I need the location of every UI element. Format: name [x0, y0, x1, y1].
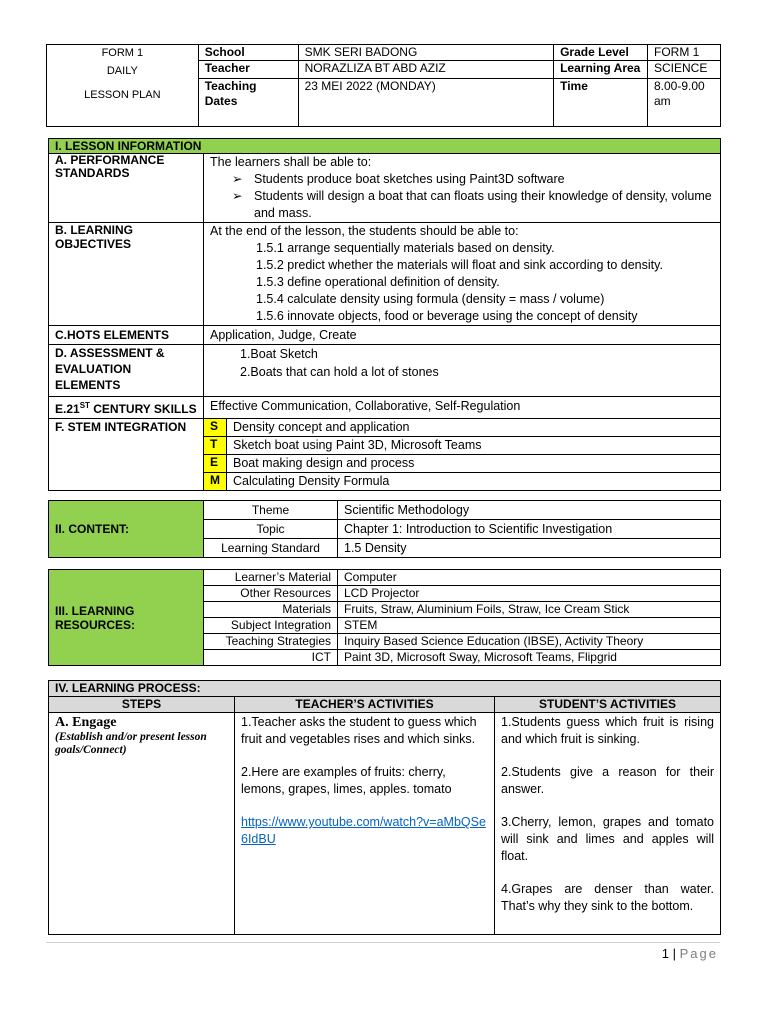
perf-item: ➢ Students will design a boat that can floats using their knowledge of density, volume and mass.: [232, 189, 712, 220]
grade-value: FORM 1: [648, 45, 721, 61]
content-label: Learning Standard: [204, 539, 338, 558]
century-skills-value: Effective Communication, Collaborative, Self-Regulation: [204, 397, 721, 419]
header-table: [46, 44, 721, 127]
daily-label: DAILY: [106, 65, 138, 77]
area-value: SCIENCE: [648, 61, 721, 79]
objectives-intro: At the end of the lesson, the students should be able to:: [210, 224, 519, 238]
stem-letter-e: E: [204, 455, 227, 473]
content-value: Chapter 1: Introduction to Scientific Investigation: [338, 520, 721, 539]
century-skills-label: E.21ST CENTURY SKILLS: [49, 397, 204, 419]
learning-objectives-label: B. LEARNING OBJECTIVES: [49, 223, 204, 326]
lesson-info-table: [48, 138, 721, 491]
resource-label: Teaching Strategies: [204, 634, 338, 650]
assessment-content: [204, 345, 721, 397]
student-activity: 1.Students guess which fruit is rising and which fruit is sinking.: [501, 715, 714, 746]
arrow-bullet-icon: ➢: [232, 189, 243, 203]
arrow-bullet-icon: ➢: [232, 172, 243, 186]
form-title-cell: [47, 45, 199, 127]
stem-text: Calculating Density Formula: [227, 473, 721, 491]
objective-item: 1.5.2 predict whether the materials will float and sink according to density.: [256, 258, 663, 272]
step-subtitle: (Establish and/or present lesson goals/Connect): [55, 731, 207, 756]
perf-item: ➢ Students produce boat sketches using Paint3D software: [232, 172, 565, 186]
resource-value: Paint 3D, Microsoft Sway, Microsoft Teams, Flipgrid: [338, 650, 721, 666]
col-steps-header: STEPS: [49, 697, 235, 713]
resource-label: Subject Integration: [204, 618, 338, 634]
content-label: Topic: [204, 520, 338, 539]
resources-table: [48, 569, 721, 666]
resource-label: Materials: [204, 602, 338, 618]
student-activity: 3.Cherry, lemon, grapes and tomato will sink and limes and apples will float.: [501, 815, 714, 863]
stem-text: Sketch boat using Paint 3D, Microsoft Teams: [227, 437, 721, 455]
school-value: SMK SERI BADONG: [298, 45, 553, 61]
resource-value: Inquiry Based Science Education (IBSE), Activity Theory: [338, 634, 721, 650]
assessment-item: 1.Boat Sketch: [240, 347, 318, 361]
perf-intro: The learners shall be able to:: [210, 155, 372, 169]
col-student-header: STUDENT’S ACTIVITIES: [495, 697, 721, 713]
objective-item: 1.5.1 arrange sequentially materials based on density.: [256, 241, 555, 255]
resource-value: STEM: [338, 618, 721, 634]
area-label: Learning Area: [554, 61, 648, 79]
hots-label: C.HOTS ELEMENTS: [49, 326, 204, 345]
content-value: 1.5 Density: [338, 539, 721, 558]
resource-value: Fruits, Straw, Aluminium Foils, Straw, Ice Cream Stick: [338, 602, 721, 618]
student-activity: 2.Students give a reason for their answer.: [501, 765, 714, 796]
page-word: Page: [679, 946, 718, 961]
section-title-lesson-info: I. LESSON INFORMATION: [49, 139, 721, 154]
step-cell: [49, 713, 235, 935]
content-label: Theme: [204, 501, 338, 520]
teacher-label: Teacher: [198, 61, 298, 79]
perf-standards-content: [204, 154, 721, 223]
hots-value: Application, Judge, Create: [204, 326, 721, 345]
objective-item: 1.5.3 define operational definition of density.: [256, 275, 500, 289]
col-teacher-header: TEACHER’S ACTIVITIES: [235, 697, 495, 713]
stem-integration-label: F. STEM INTEGRATION: [49, 419, 204, 491]
resource-value: LCD Projector: [338, 586, 721, 602]
assessment-item: 2.Boats that can hold a lot of stones: [240, 365, 439, 379]
teacher-activities: [235, 713, 495, 935]
learning-objectives-content: [204, 223, 721, 326]
content-value: Scientific Methodology: [338, 501, 721, 520]
stem-text: Boat making design and process: [227, 455, 721, 473]
youtube-link[interactable]: https://www.youtube.com/watch?v=aMbQSe6IdBU: [241, 815, 486, 846]
student-activities: [495, 713, 721, 935]
grade-label: Grade Level: [554, 45, 648, 61]
assessment-label: D. ASSESSMENT & EVALUATION ELEMENTS: [49, 345, 204, 397]
section-title-content: II. CONTENT:: [49, 501, 204, 558]
resource-label: Learner’s Material: [204, 570, 338, 586]
objective-item: 1.5.6 innovate objects, food or beverage using the concept of density: [256, 309, 638, 323]
resource-value: Computer: [338, 570, 721, 586]
section-title-process: IV. LEARNING PROCESS:: [49, 681, 721, 697]
lesson-plan-label: LESSON PLAN: [84, 89, 161, 101]
teacher-value: NORAZLIZA BT ABD AZIZ: [298, 61, 553, 79]
dates-label: Teaching Dates: [198, 79, 298, 127]
stem-letter-m: M: [204, 473, 227, 491]
school-label: School: [198, 45, 298, 61]
stem-text: Density concept and application: [227, 419, 721, 437]
page-separator: |: [669, 946, 680, 961]
content-table: [48, 500, 721, 558]
student-activity: 4.Grapes are denser than water. That’s why they sink to the bottom.: [501, 882, 714, 913]
resource-label: Other Resources: [204, 586, 338, 602]
page-number: 1: [661, 946, 670, 961]
dates-value: 23 MEI 2022 (MONDAY): [298, 79, 553, 127]
resource-label: ICT: [204, 650, 338, 666]
stem-letter-t: T: [204, 437, 227, 455]
process-table: [48, 680, 721, 935]
perf-standards-label: A. PERFORMANCE STANDARDS: [49, 154, 204, 223]
step-title: A. Engage: [55, 715, 117, 730]
page-footer: [662, 946, 718, 961]
footer-divider: [46, 942, 720, 943]
time-label: Time: [554, 79, 648, 127]
teacher-activity: 1.Teacher asks the student to guess which fruit and vegetables rises and which sinks.: [241, 715, 477, 746]
stem-letter-s: S: [204, 419, 227, 437]
objective-item: 1.5.4 calculate density using formula (density = mass / volume): [256, 292, 605, 306]
form-title: FORM 1: [101, 47, 144, 59]
time-value: 8.00-9.00 am: [648, 79, 721, 127]
section-title-resources: III. LEARNING RESOURCES:: [49, 570, 204, 666]
teacher-activity: 2.Here are examples of fruits: cherry, lemons, grapes, limes, apples. tomato: [241, 765, 452, 796]
